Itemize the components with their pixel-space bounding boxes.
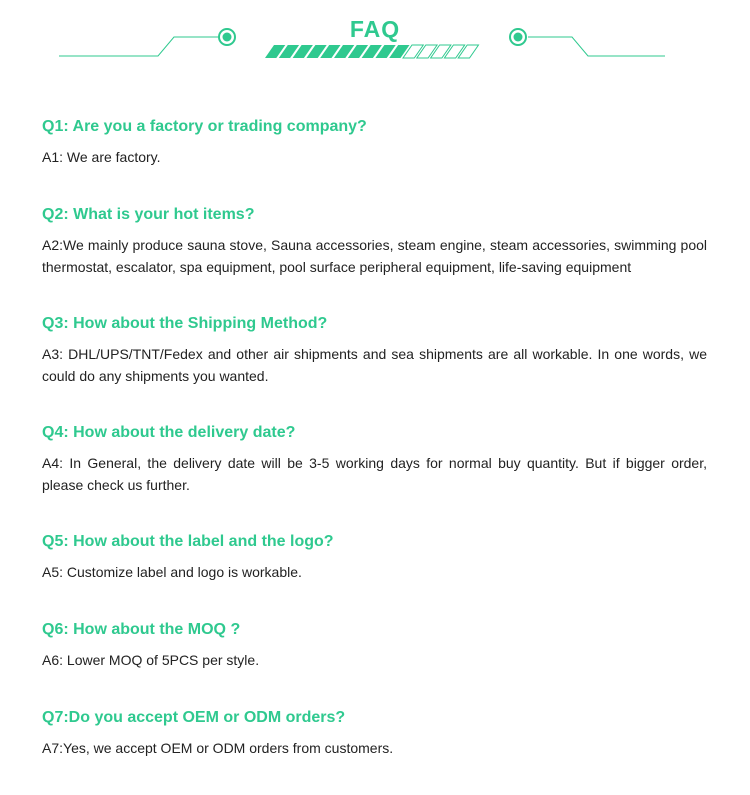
stripe-segment-empty [417, 45, 437, 58]
faq-question: Q4: How about the delivery date? [42, 424, 296, 441]
stripe-segment-empty [444, 45, 464, 58]
faq-list [42, 116, 707, 795]
faq-question: Q7:Do you accept OEM or ODM orders? [42, 709, 346, 726]
faq-answer: A7:Yes, we accept OEM or ODM orders from customers. [42, 740, 394, 756]
faq-question: Q3: How about the Shipping Method? [42, 315, 328, 332]
stripe-segment-empty [458, 45, 478, 58]
faq-item [42, 531, 707, 619]
faq-item [42, 619, 707, 707]
faq-item [42, 116, 707, 204]
faq-item [42, 204, 707, 313]
striped-progress-bar [265, 45, 479, 58]
faq-question: Q2: What is your hot items? [42, 206, 255, 223]
faq-answer: A3: DHL/UPS/TNT/Fedex and other air shipments and sea shipments are all workable. In one words, we could do any shipments you wanted. [42, 346, 707, 384]
faq-item [42, 707, 707, 795]
stripe-segment-empty [431, 45, 451, 58]
faq-question: Q1: Are you a factory or trading company? [42, 118, 367, 135]
faq-item [42, 422, 707, 531]
faq-answer: A6: Lower MOQ of 5PCS per style. [42, 652, 260, 668]
faq-question: Q6: How about the MOQ ? [42, 621, 241, 638]
page-title: FAQ [349, 16, 401, 42]
faq-answer: A5: Customize label and logo is workable. [42, 564, 302, 580]
faq-item [42, 313, 707, 422]
faq-question: Q5: How about the label and the logo? [42, 533, 334, 550]
faq-header [0, 0, 750, 70]
faq-answer: A1: We are factory. [42, 149, 161, 165]
faq-answer: A4: In General, the delivery date will be 3-5 working days for normal buy quantity. But if bigger order, please check us further. [42, 455, 707, 493]
faq-answer: A2:We mainly produce sauna stove, Sauna accessories, steam engine, steam accessories, swimming pool thermostat, escalator, spa equipment, pool surface peripheral equipment, life-saving equipment [42, 237, 707, 275]
